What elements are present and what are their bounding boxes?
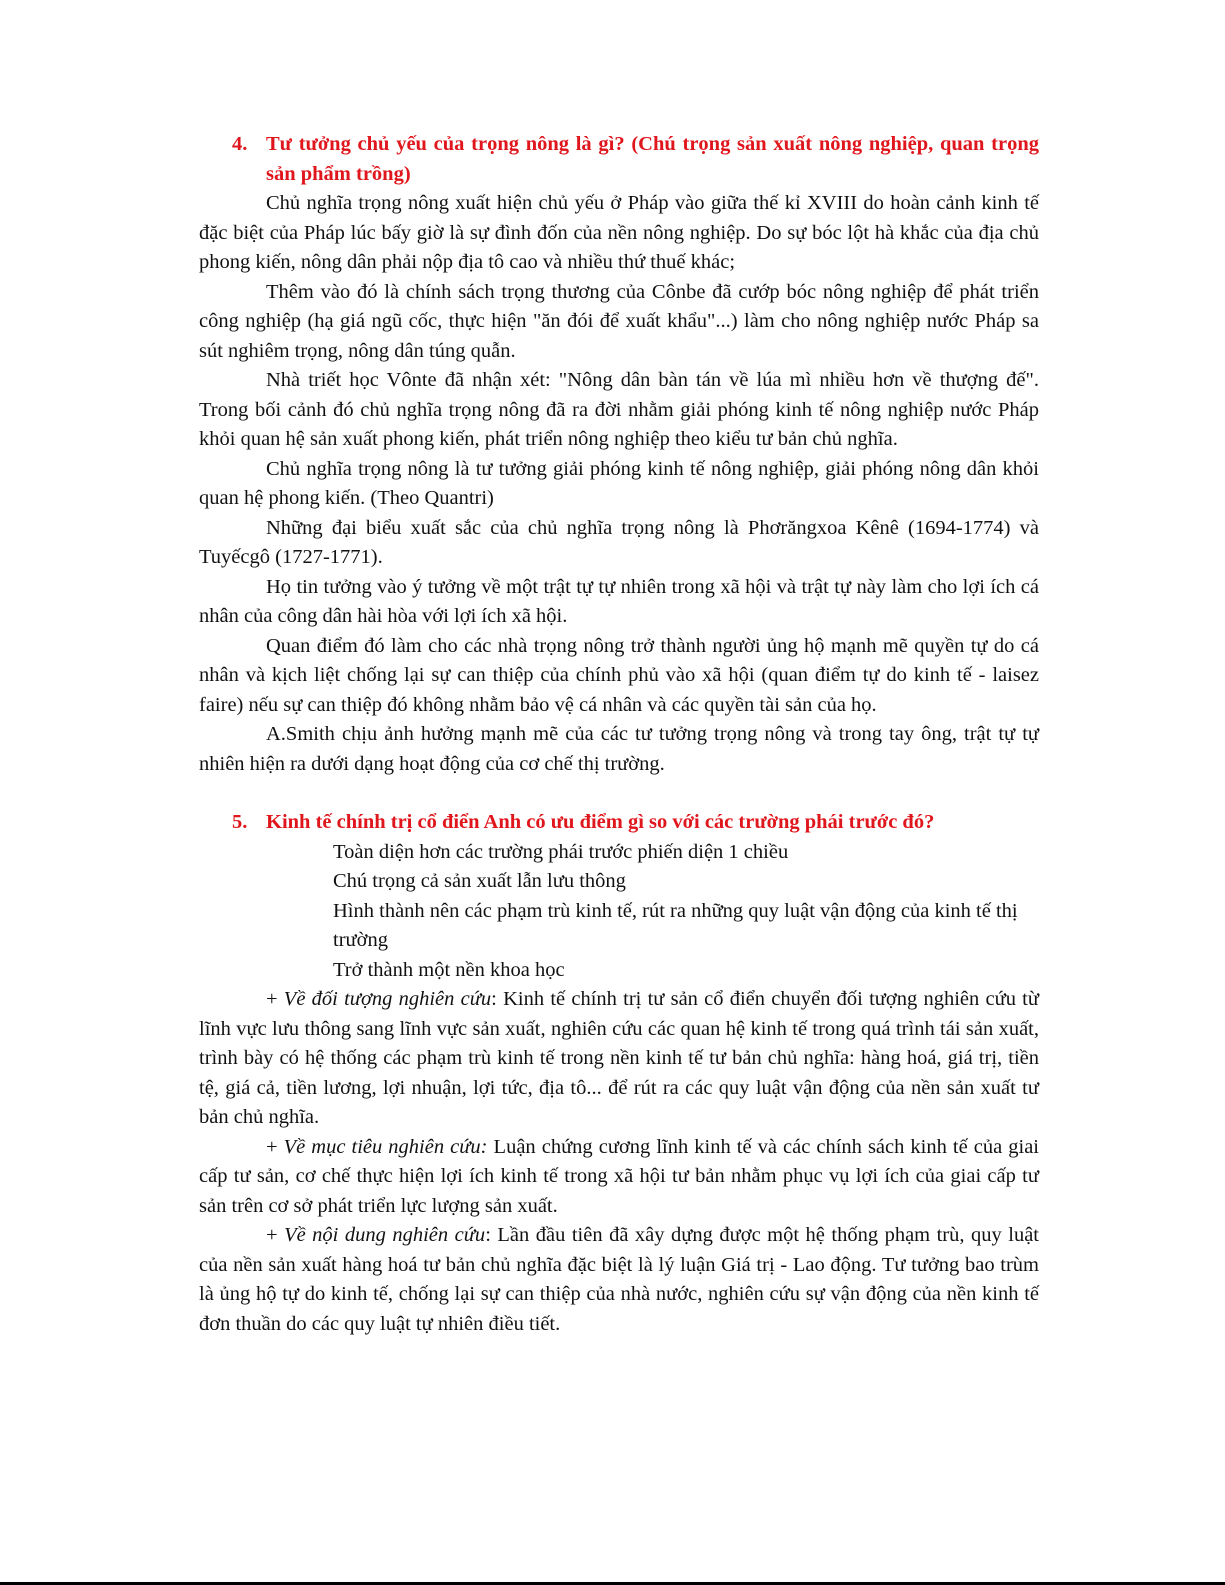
point-text: : Lần đầu tiên đã xây dựng được một hệ thống phạm trù, quy luật của nền sản xuất hàng hoá tư bản chủ nghĩa đặc biệt là lý luận Giá trị - Lao động. Tư tưởng bao trùm là ủng hộ tự do kinh tế, chống lại sự can thiệp của nhà nước, nghiên cứu sự vận động của nền kinh tế đơn thuần do các quy luật tự nhiên điều tiết. bbox=[199, 1224, 1039, 1335]
list-item: Hình thành nên các phạm trù kinh tế, rút ra những quy luật vận động của kinh tế thị trường bbox=[333, 899, 1018, 951]
section-4-paragraph-3: Nhà triết học Vônte đã nhận xét: "Nông dân bàn tán về lúa mì nhiều hơn về thượng đế". Trong bối cảnh đó chủ nghĩa trọng nông đã ra đời nhằm giải phóng kinh tế nông nghiệp nước Pháp khỏi quan hệ sản xuất phong kiến, phát triển nông nghiệp theo kiểu tư bản chủ nghĩa. bbox=[199, 369, 1039, 450]
document-page bbox=[199, 130, 1039, 1339]
point-prefix: + bbox=[266, 1224, 285, 1246]
point-research-goal bbox=[199, 1133, 1039, 1222]
point-label: Về đối tượng nghiên cứu bbox=[283, 988, 492, 1010]
list-item: Chú trọng cả sản xuất lẫn lưu thông bbox=[333, 870, 626, 892]
point-text: Luận chứng cương lĩnh kinh tế và các chính sách kinh tế của giai cấp tư sản, cơ chế thực hiện lợi ích kinh tế trong xã hội tư bản nhằm phục vụ lợi ích của giai cấp tư sản trên cơ sở phát triển lực lượng sản xuất. bbox=[199, 1135, 1040, 1217]
point-text: : Kinh tế chính trị tư sản cổ điển chuyển đối tượng nghiên cứu từ lĩnh vực lưu thông sang lĩnh vực sản xuất, nghiên cứu các quan hệ kinh tế trong quá trình tái sản xuất, trình bày có hệ thống các phạm trù kinh tế trong nền kinh tế tư bản chủ nghĩa: hàng hoá, giá trị, tiền tệ, giá cả, tiền lương, lợi nhuận, lợi tức, địa tô... để rút ra các quy luật vận động của nền sản xuất tư bản chủ nghĩa. bbox=[199, 988, 1039, 1128]
section-5-title: Kinh tế chính trị cổ điển Anh có ưu điểm gì so với các trường phái trước đó? bbox=[266, 811, 935, 833]
point-research-object bbox=[199, 985, 1039, 1133]
section-4-paragraph-6: Họ tin tưởng vào ý tưởng về một trật tự tự nhiên trong xã hội và trật tự này làm cho lợi ích cá nhân của công dân hài hòa với lợi ích xã hội. bbox=[199, 575, 1039, 627]
section-4-number: 4. bbox=[232, 133, 248, 155]
section-4-paragraph-8: A.Smith chịu ảnh hưởng mạnh mẽ của các tư tưởng trọng nông và trong tay ông, trật tự tự nhiên hiện ra dưới dạng hoạt động của cơ chế thị trường. bbox=[199, 723, 1039, 775]
point-prefix: + bbox=[266, 1135, 284, 1158]
list-item: Trở thành một nền khoa học bbox=[333, 958, 565, 981]
section-4-paragraph-4: Chủ nghĩa trọng nông là tư tưởng giải phóng kinh tế nông nghiệp, giải phóng nông dân khỏi quan hệ phong kiến. (Theo Quantri) bbox=[199, 457, 1039, 509]
section-4-paragraph-5: Những đại biểu xuất sắc của chủ nghĩa trọng nông là Phơrăngxoa Kênê (1694-1774) và Tuyếcgô (1727-1771). bbox=[199, 516, 1039, 568]
advantages-list bbox=[199, 838, 1039, 986]
section-4-heading bbox=[199, 130, 1039, 189]
section-4-title: Tư tưởng chủ yếu của trọng nông là gì? (Chú trọng sản xuất nông nghiệp, quan trọng sản phẩm trồng) bbox=[266, 133, 1039, 185]
section-4-paragraph-1: Chủ nghĩa trọng nông xuất hiện chủ yếu ở Pháp vào giữa thế kỉ XVIII do hoàn cảnh kinh tế đặc biệt của Pháp lúc bấy giờ là sự đình đốn của nền nông nghiệp. Do sự bóc lột hà khắc của địa chủ phong kiến, nông dân phải nộp địa tô cao và nhiều thứ thuế khác; bbox=[199, 192, 1039, 273]
point-research-content bbox=[199, 1221, 1039, 1339]
section-spacer bbox=[199, 779, 1039, 808]
list-item: Toàn diện hơn các trường phái trước phiến diện 1 chiều bbox=[333, 840, 789, 863]
section-5-heading bbox=[199, 808, 1039, 838]
point-label: Về mục tiêu nghiên cứu: bbox=[283, 1135, 488, 1158]
section-5-number: 5. bbox=[232, 811, 248, 833]
section-4-paragraph-2: Thêm vào đó là chính sách trọng thương của Cônbe đã cướp bóc nông nghiệp để phát triển công nghiệp (hạ giá ngũ cốc, thực hiện "ăn đói để xuất khẩu"...) làm cho nông nghiệp nước Pháp sa sút nghiêm trọng, nông dân túng quẫn. bbox=[199, 280, 1039, 362]
section-4-paragraph-7: Quan điểm đó làm cho các nhà trọng nông trở thành người ủng hộ mạnh mẽ quyền tự do cá nhân và kịch liệt chống lại sự can thiệp của chính phủ vào xã hội (quan điểm tự do kinh tế - laisez faire) nếu sự can thiệp đó không nhằm bảo vệ cá nhân và các quyền tài sản của họ. bbox=[199, 634, 1039, 716]
point-label: Về nội dung nghiên cứu bbox=[284, 1224, 486, 1246]
point-prefix: + bbox=[266, 988, 284, 1010]
